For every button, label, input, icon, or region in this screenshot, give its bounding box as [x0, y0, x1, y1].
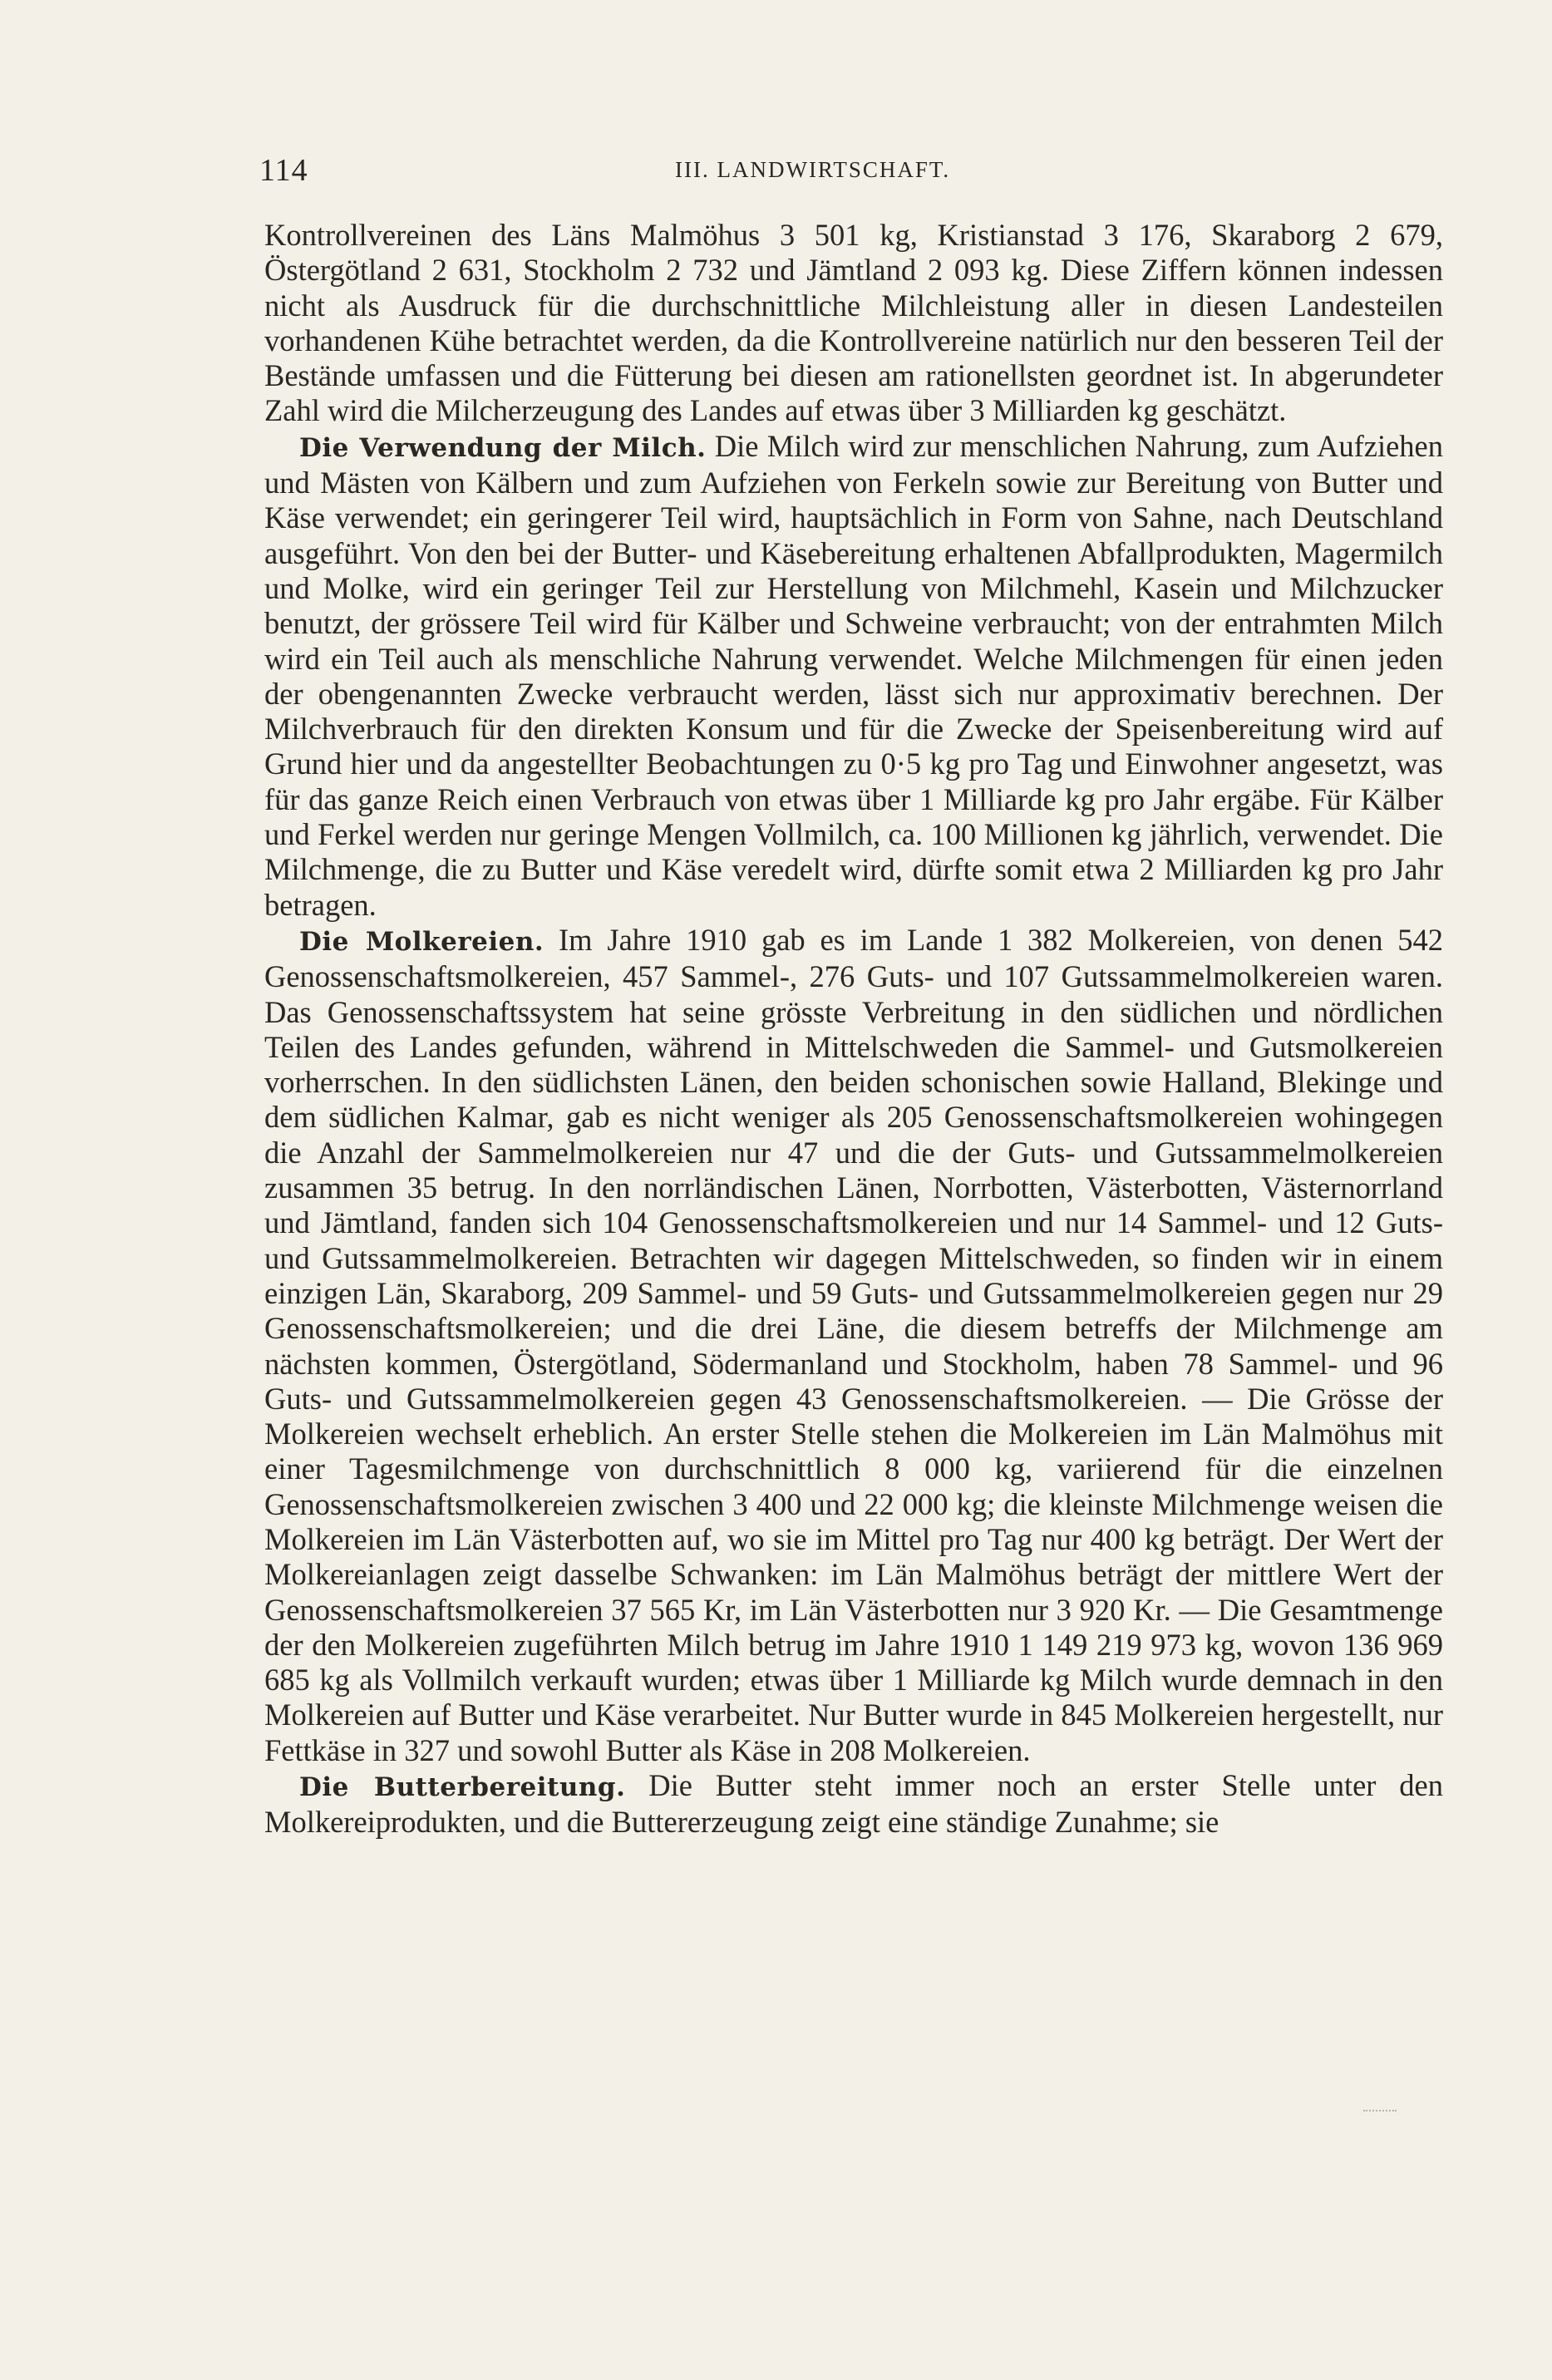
running-head — [259, 152, 1456, 194]
paragraph-molkereien — [264, 923, 1443, 1768]
body-text — [264, 218, 1443, 1840]
paragraph-kontrollvereine — [264, 218, 1443, 429]
paragraph-verwendung-der-milch — [264, 429, 1443, 923]
paragraph-text: Die Butter steht immer noch an erster Stelle unter den Molkereiprodukten, und die Buttererzeugung zeigt eine ständige Zunahme; sie — [264, 1768, 1443, 1840]
section-title: III. LANDWIRTSCHAFT. — [675, 157, 951, 182]
paragraph-text: Die Milch wird zur menschlichen Nahrung, zum Aufziehen und Mästen von Kälbern und zum Aufziehen von Ferkeln sowie zur Bereitung von Butter und Käse verwendet; ein geringerer Teil wird, hauptsächlich in Form von Sahne, nach Deutschland ausgeführt. Von den bei der Butter- und Käsebereitung erhaltenen Abfallprodukten, Magermilch und Molke, wird ein geringer Teil zur Herstellung von Milchmehl, Kasein und Milchzucker benutzt, der grössere Teil wird für Kälber und Schweine verbraucht; von der entrahmten Milch wird ein Teil auch als menschliche Nahrung verwendet. Welche Milchmengen für einen jeden der obengenannten Zwecke verbraucht werden, lässt sich nur approximativ berechnen. Der Milchverbrauch für den direkten Konsum und für die Zwecke der Speisenbereitung wird auf Grund hier und da angestellter Beobachtungen zu 0·5 kg pro Tag und Einwohner angesetzt, was für das ganze Reich einen Verbrauch von etwas über 1 Milliarde kg pro Jahr ergäbe. Für Kälber und Ferkel werden nur geringe Mengen Vollmilch, ca. 100 Millionen kg jährlich, verwendet. Die Milchmenge, die zu Butter und Käse veredelt wird, dürfte somit etwa 2 Milliarden kg pro Jahr betragen. — [264, 428, 1443, 922]
paragraph-text: Kontrollvereinen des Läns Malmöhus 3 501 kg, Kristianstad 3 176, Skaraborg 2 679, Östergötland 2 631, Stockholm 2 732 und Jämtland 2 093 kg. Diese Ziffern können indessen nicht als Ausdruck für die durchschnittliche Milchleistung aller in diesen Landesteilen vorhandenen Kühe betrachtet werden, da die Kontrollvereine natürlich nur den besseren Teil der Bestände umfassen und die Fütterung bei diesen am rationellsten geordnet ist. In abgerundeter Zahl wird die Milcherzeugung des Landes auf etwas über 3 Milliarden kg geschätzt. — [264, 218, 1443, 428]
page-number: 114 — [259, 153, 308, 188]
printer-mark — [1363, 2110, 1397, 2113]
run-in-heading: Die Verwendung der Milch. — [299, 432, 707, 463]
run-in-heading: Die Molkereien. — [299, 926, 544, 957]
paragraph-text: Im Jahre 1910 gab es im Lande 1 382 Molkereien, von denen 542 Genossenschaftsmolkereien, 457 Sammel-, 276 Guts- und 107 Gutssammelmolkereien waren. Das Genossenschaftssystem hat seine grösste Verbreitung in den südlichen und nördlichen Teilen des Landes gefunden, während in Mittelschweden die Sammel- und Gutsmolkereien vorherrschen. In den südlichsten Länen, den beiden schonischen sowie Halland, Blekinge und dem südlichen Kalmar, gab es nicht weniger als 205 Genossenschaftsmolkereien wohingegen die Anzahl der Sammelmolkereien nur 47 und die der Guts- und Gutssammelmolkereien zusammen 35 betrug. In den norrländischen Länen, Norrbotten, Västerbotten, Västernorrland und Jämtland, fanden sich 104 Genossenschaftsmolkereien und nur 14 Sammel- und 12 Guts- und Gutssammelmolkereien. Betrachten wir dagegen Mittelschweden, so finden wir in einem einzigen Län, Skaraborg, 209 Sammel- und 59 Guts- und Gutssammelmolkereien gegen nur 29 Genossenschaftsmolkereien; und die drei Läne, die diesem betreffs der Milchmenge am nächsten kommen, Östergötland, Södermanland und Stockholm, haben 78 Sammel- und 96 Guts- und Gutssammelmolkereien gegen 43 Genossenschaftsmolkereien. — Die Grösse der Molkereien wechselt erheblich. An erster Stelle stehen die Molkereien im Län Malmöhus mit einer Tagesmilchmenge von durchschnittlich 8 000 kg, variierend für die einzelnen Genossenschaftsmolkereien zwischen 3 400 und 22 000 kg; die kleinste Milchmenge weisen die Molkereien im Län Västerbotten auf, wo sie im Mittel pro Tag nur 400 kg beträgt. Der Wert der Molkereianlagen zeigt dasselbe Schwanken: im Län Malmöhus beträgt der mittlere Wert der Genossenschaftsmolkereien 37 565 Kr, im Län Västerbotten nur 3 920 Kr. — Die Gesamtmenge der den Molkereien zugeführten Milch betrug im Jahre 1910 1 149 219 973 kg, wovon 136 969 685 kg als Vollmilch verkauft wurden; etwas über 1 Milliarde kg Milch wurde demnach in den Molkereien auf Butter und Käse verarbeitet. Nur Butter wurde in 845 Molkereien hergestellt, nur Fettkäse in 327 und sowohl Butter als Käse in 208 Molkereien. — [264, 922, 1443, 1767]
paragraph-butterbereitung — [264, 1768, 1443, 1840]
run-in-heading: Die Butterbereitung. — [299, 1772, 626, 1803]
